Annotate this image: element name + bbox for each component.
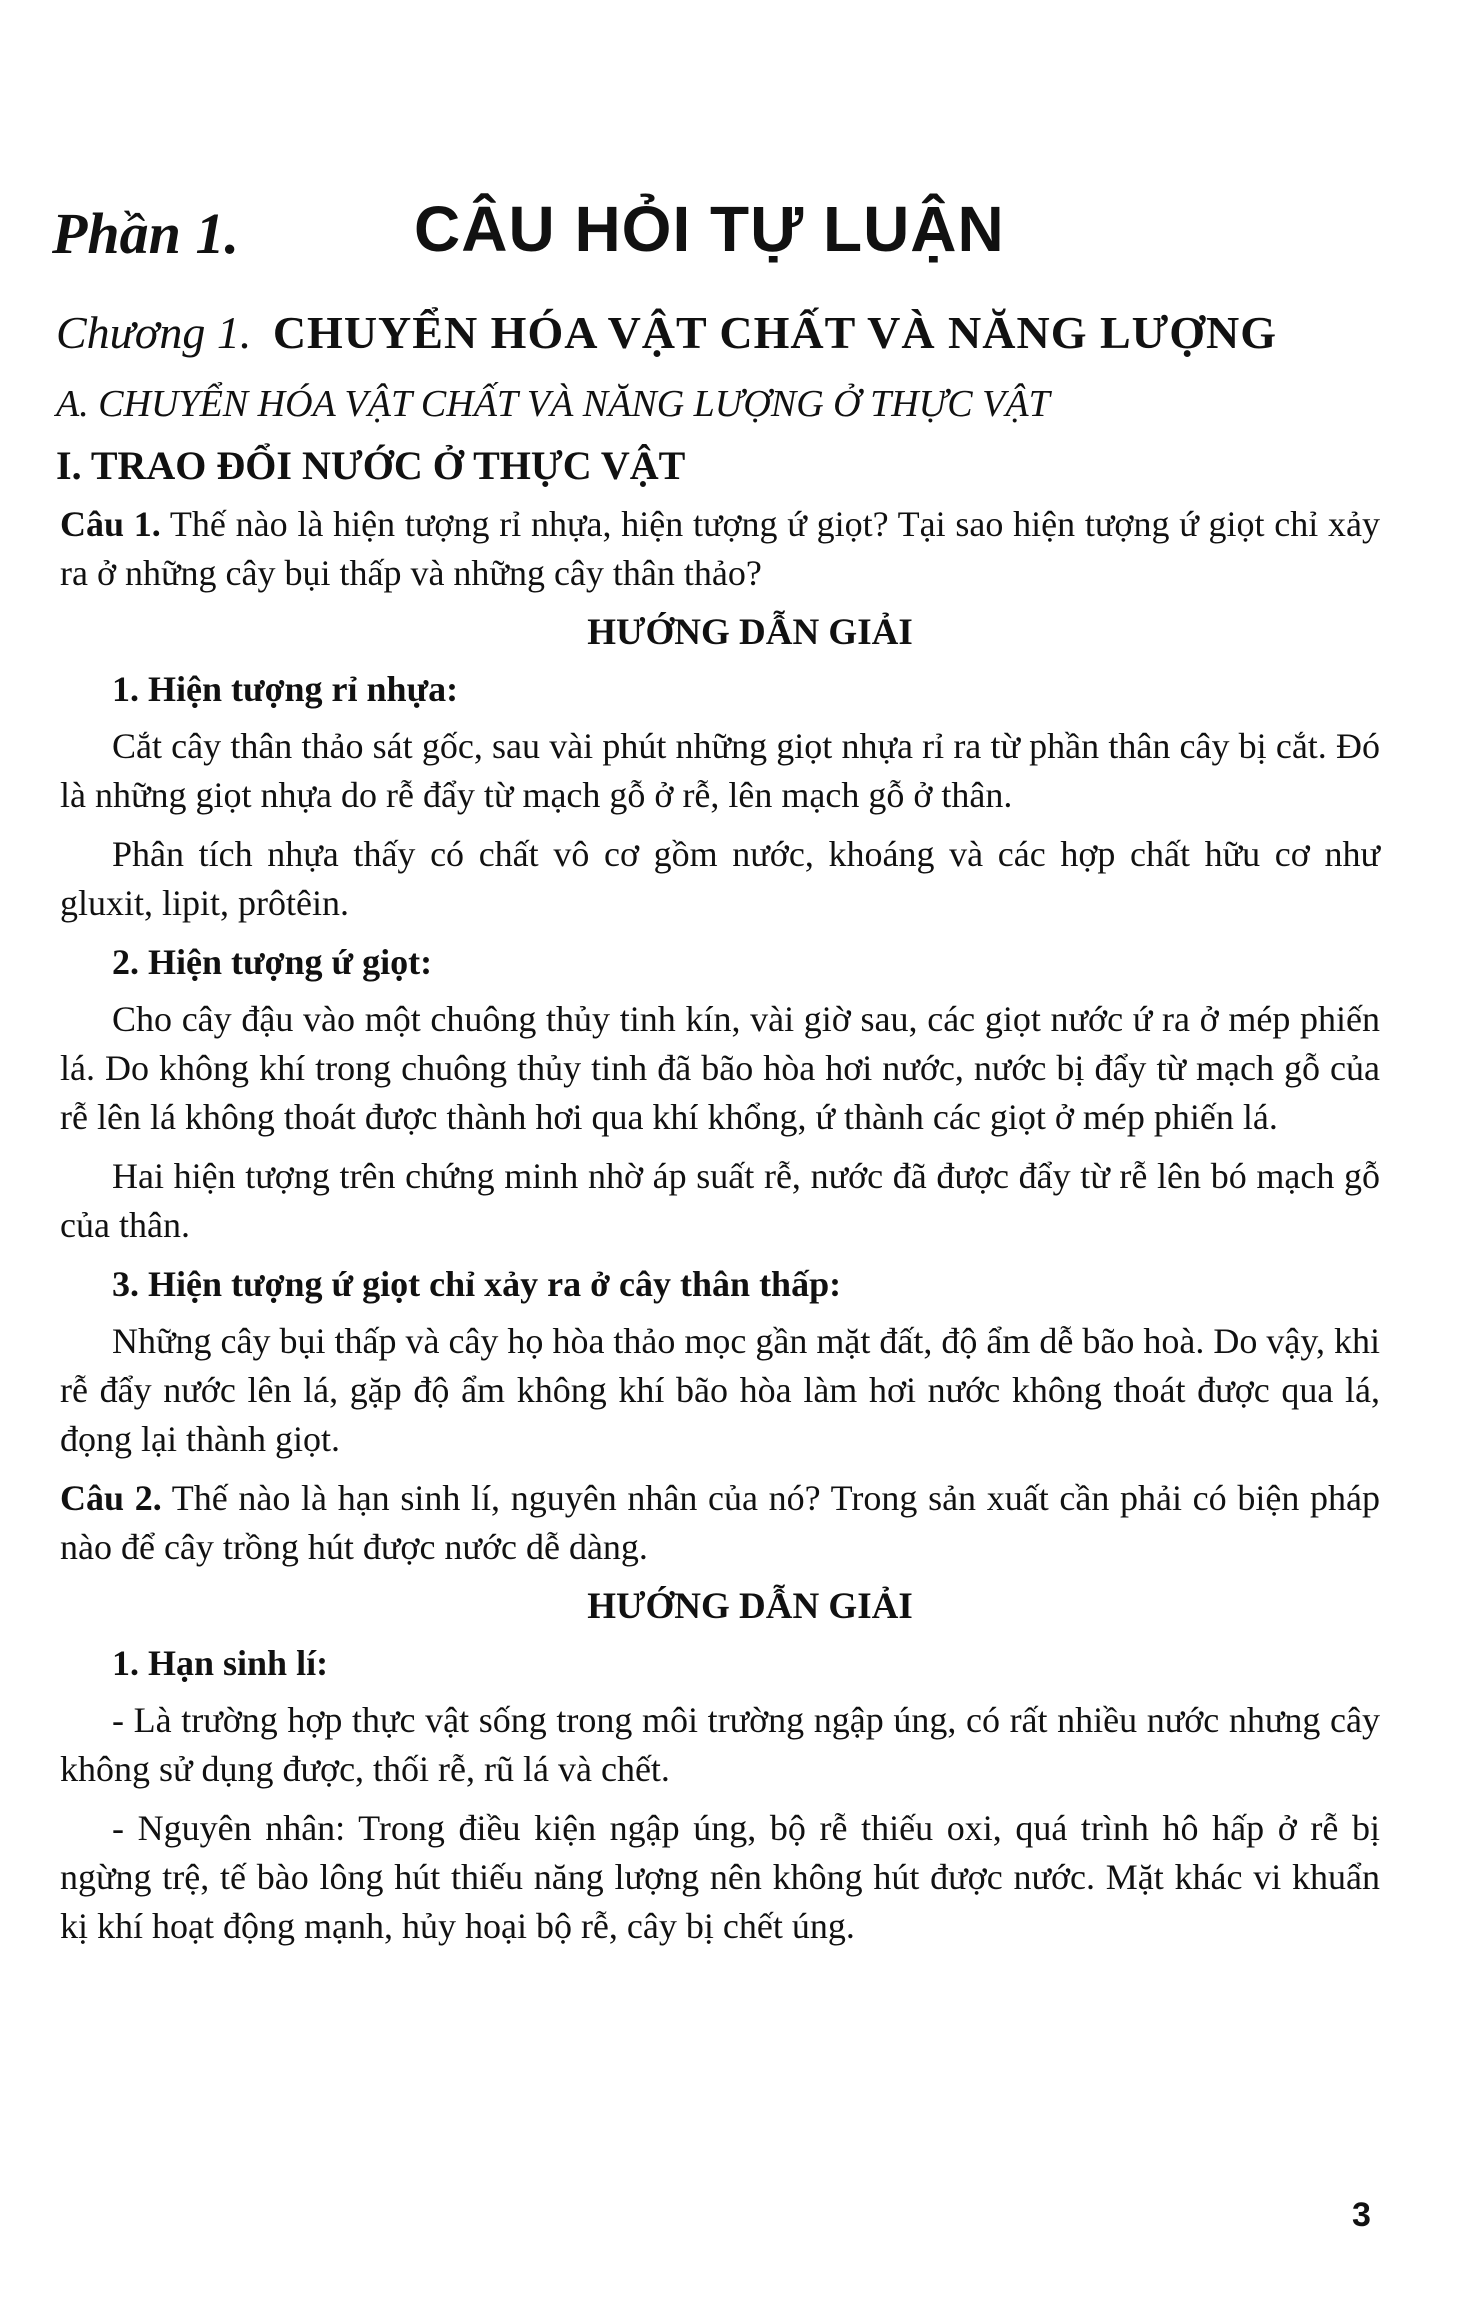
q1-section-1-paragraph-2: Phân tích nhựa thấy có chất vô cơ gồm nước, khoáng và các hợp chất hữu cơ như gluxit, lipit, prôtêin. (60, 834, 1380, 923)
question-1-label: Câu 1. (60, 504, 161, 544)
q1-section-2-paragraph-1: Cho cây đậu vào một chuông thủy tinh kín, vài giờ sau, các giọt nước ứ ra ở mép phiến lá. Do không khí trong chuông thủy tinh đã bão hòa hơi nước, nước bị đẩy từ mạch gỗ của rễ lên lá không thoát được thành hơi qua khí khổng, ứ thành các giọt ở mép phiến lá. (60, 999, 1380, 1137)
q1-section-2-paragraph-2: Hai hiện tượng trên chứng minh nhờ áp suất rễ, nước đã được đẩy từ rễ lên bó mạch gỗ của thân. (60, 1156, 1380, 1245)
question-1-text: Thế nào là hiện tượng rỉ nhựa, hiện tượng ứ giọt? Tại sao hiện tượng ứ giọt chỉ xảy ra ở những cây bụi thấp và những cây thân thảo? (60, 504, 1380, 593)
section-heading: A. CHUYỂN HÓA VẬT CHẤT VÀ NĂNG LƯỢNG Ở THỰC VẬT (56, 383, 1050, 425)
question-1-guide-heading: HƯỚNG DẪN GIẢI (587, 612, 913, 653)
question-2-label: Câu 2. (60, 1478, 162, 1518)
question-1 (60, 500, 1380, 598)
q2-section-1-title: 1. Hạn sinh lí: (112, 1643, 329, 1683)
chapter-heading (56, 306, 1426, 359)
question-2 (60, 1474, 1380, 1572)
question-2-text: Thế nào là hạn sinh lí, nguyên nhân của nó? Trong sản xuất cần phải có biện pháp nào để cây trồng hút được nước dễ dàng. (60, 1478, 1380, 1567)
page-number: 3 (1352, 2196, 1371, 2234)
part-label: Phần 1. (52, 201, 239, 266)
part-heading (52, 192, 1422, 282)
question-2-guide-heading: HƯỚNG DẪN GIẢI (587, 1586, 913, 1627)
q2-section-1-paragraph-1: - Là trường hợp thực vật sống trong môi trường ngập úng, có rất nhiều nước nhưng cây không sử dụng được, thối rễ, rũ lá và chết. (60, 1700, 1380, 1789)
chapter-label: Chương 1. (56, 307, 252, 358)
chapter-title: CHUYỂN HÓA VẬT CHẤT VÀ NĂNG LƯỢNG (272, 307, 1278, 358)
q1-section-2-title: 2. Hiện tượng ứ giọt: (112, 942, 433, 982)
q1-section-3-title: 3. Hiện tượng ứ giọt chỉ xảy ra ở cây thân thấp: (112, 1264, 842, 1304)
part-title: CÂU HỎI TỰ LUẬN (414, 193, 1005, 265)
q1-section-3-paragraph-1: Những cây bụi thấp và cây họ hòa thảo mọc gần mặt đất, độ ẩm dễ bão hoà. Do vậy, khi rễ đẩy nước lên lá, gặp độ ẩm không khí bão hòa làm hơi nước không thoát được qua lá, đọng lại thành giọt. (60, 1321, 1380, 1459)
subsection-heading: I. TRAO ĐỔI NƯỚC Ở THỰC VẬT (56, 443, 686, 488)
q2-section-1-paragraph-2: - Nguyên nhân: Trong điều kiện ngập úng, bộ rễ thiếu oxi, quá trình hô hấp ở rễ bị ngừng trệ, tế bào lông hút thiếu năng lượng nên không hút được nước. Mặt khác vi khuẩn kị khí hoạt động mạnh, hủy hoại bộ rễ, cây bị chết úng. (60, 1808, 1380, 1946)
q1-section-1-title: 1. Hiện tượng rỉ nhựa: (112, 669, 459, 709)
body-text (60, 500, 1380, 1961)
q1-section-1-paragraph-1: Cắt cây thân thảo sát gốc, sau vài phút những giọt nhựa rỉ ra từ phần thân cây bị cắt. Đó là những giọt nhựa do rễ đẩy từ mạch gỗ ở rễ, lên mạch gỗ ở thân. (60, 726, 1380, 815)
